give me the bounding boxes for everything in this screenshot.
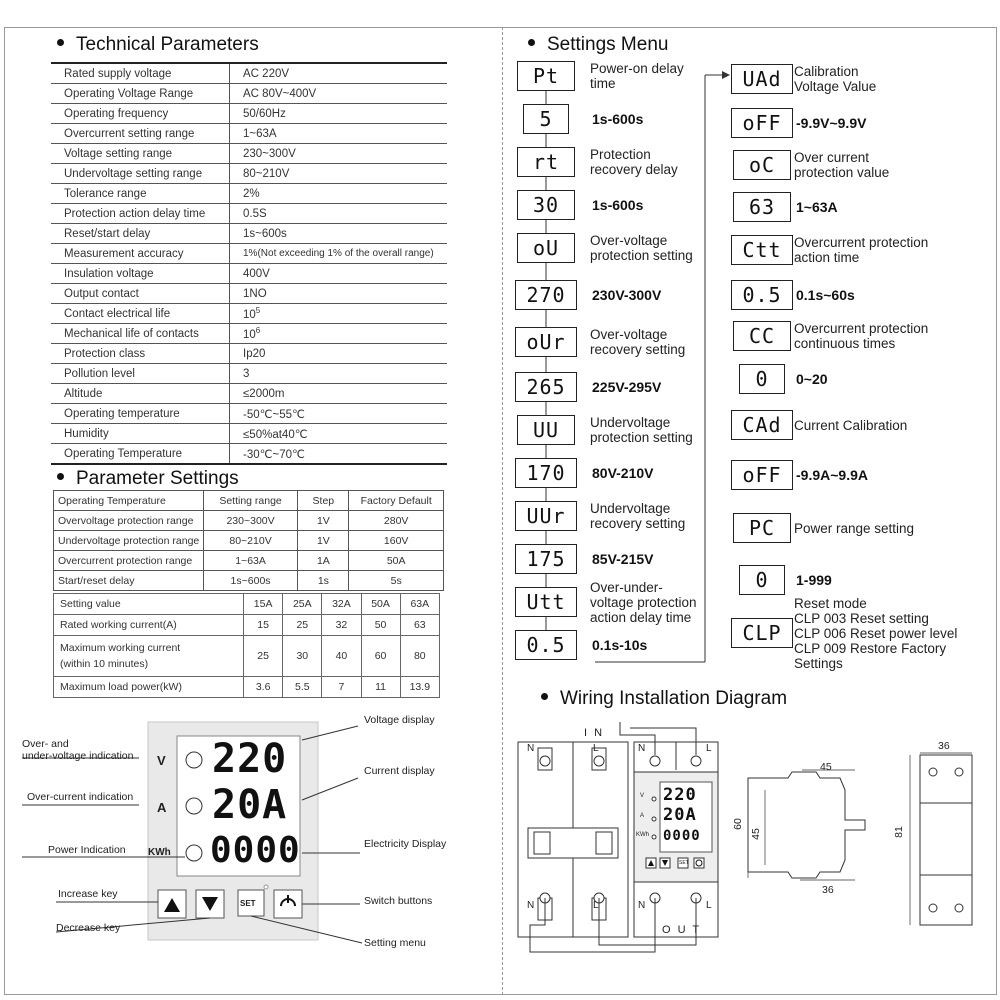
menu-label: Current Calibration <box>794 417 908 433</box>
bullet-icon <box>528 39 535 46</box>
menu-label: Calibration Voltage Value <box>794 64 877 94</box>
current-header-cell: 25A <box>283 594 322 615</box>
tech-value-text: 2% <box>243 187 260 200</box>
tech-value <box>230 364 448 384</box>
front-top <box>920 755 972 803</box>
callout-oc: Over-current indication <box>27 791 134 803</box>
tech-label: Altitude <box>51 384 230 404</box>
tech-value-text: ≤50%at40℃ <box>243 428 308 441</box>
protector-n-top: N <box>638 743 646 754</box>
current-cell <box>244 615 283 636</box>
tech-value-exponent: 6 <box>255 326 261 336</box>
menu-code-box: Ctt <box>731 235 793 265</box>
dim-60: 60 <box>731 818 744 830</box>
current-cell-text: 40 <box>335 650 348 662</box>
params-cell: 1~63A <box>203 551 298 571</box>
params-cell: 230~300V <box>203 511 298 531</box>
settings-menu-heading: Settings Menu <box>528 34 668 56</box>
menu-range-value: 230V-300V <box>592 287 662 303</box>
params-cell: 1A <box>298 551 349 571</box>
current-cell-text: 25 <box>296 619 309 631</box>
menu-label: Reset mode CLP 003 Reset setting CLP 006 Reset power level CLP 009 Restore Factory Settings <box>794 595 958 671</box>
dim-36-top: 36 <box>938 740 950 752</box>
tech-value-text: -50℃~55℃ <box>243 408 305 421</box>
current-cell <box>54 636 244 677</box>
menu-range-value: 1s-600s <box>592 197 644 213</box>
menu-label: Undervoltage protection setting <box>590 415 693 445</box>
current-cell-text: 3.6 <box>255 681 271 693</box>
a-letter: A <box>157 800 167 815</box>
callout-switch: Switch buttons <box>364 895 433 907</box>
screw-icon <box>929 768 937 776</box>
parameter-settings-table <box>53 490 444 591</box>
params-header-cell: Setting range <box>203 491 298 511</box>
technical-parameters-heading: Technical Parameters <box>57 34 259 56</box>
tech-value <box>230 324 448 344</box>
tech-value <box>230 404 448 424</box>
tech-value <box>230 264 448 284</box>
params-cell: Undervoltage protection range <box>54 531 204 551</box>
voltage-led-icon <box>186 752 202 768</box>
current-cell-text: 11 <box>375 681 387 693</box>
toggle-lever <box>596 832 612 854</box>
screw-icon <box>691 756 701 766</box>
breaker-n-top: N <box>527 743 535 754</box>
params-row <box>54 511 444 531</box>
tech-value <box>230 124 448 144</box>
bullet-icon <box>541 693 548 700</box>
tech-label: Operating temperature <box>51 404 230 424</box>
tech-row <box>51 184 447 204</box>
current-cell-text: 60 <box>374 650 387 662</box>
current-cell <box>361 677 400 698</box>
current-header-cell: 15A <box>244 594 283 615</box>
menu-range-value: 0.1s~60s <box>796 287 855 303</box>
menu-label: Over current protection value <box>794 150 890 180</box>
tech-value-text: -30℃~70℃ <box>243 448 305 461</box>
menu-label: Overcurrent protection action time <box>794 235 929 265</box>
menu-range-value: 1~63A <box>796 199 838 215</box>
screw-icon <box>955 904 963 912</box>
callout-power: Power Indication <box>48 844 126 856</box>
tech-value <box>230 104 448 124</box>
breaker-l-bottom: L <box>593 900 599 911</box>
screw-icon <box>540 756 550 766</box>
current-cell <box>244 636 283 677</box>
current-cell <box>244 677 283 698</box>
tech-value-text: 1%(Not exceeding 1% of the overall range) <box>243 248 434 259</box>
set-label: SET <box>240 899 256 908</box>
tech-row <box>51 284 447 304</box>
dim-36-bottom: 36 <box>822 884 834 896</box>
tech-value-text: 0.5S <box>243 207 267 220</box>
wiring-out-label: O U T <box>662 924 702 936</box>
bullet-icon <box>57 473 64 480</box>
current-header-cell: 50A <box>361 594 400 615</box>
current-cell-text: 30 <box>296 650 309 662</box>
tech-row <box>51 124 447 144</box>
current-cell-text: 15 <box>257 619 269 631</box>
tech-value <box>230 144 448 164</box>
switch-key[interactable] <box>274 890 302 918</box>
tech-row <box>51 424 447 444</box>
callout-current: Current display <box>364 765 435 777</box>
tech-label: Mechanical life of contacts <box>51 324 230 344</box>
menu-code-box: 63 <box>733 192 791 222</box>
menu-range-value: 80V-210V <box>592 465 654 481</box>
params-cell: Overcurrent protection range <box>54 551 204 571</box>
led-icon <box>652 835 656 839</box>
menu-range-value: 0~20 <box>796 371 828 387</box>
front-bottom <box>920 875 972 925</box>
menu-code-box: CLP <box>731 618 793 648</box>
tech-value <box>230 444 448 465</box>
params-row <box>54 531 444 551</box>
tech-row <box>51 144 447 164</box>
menu-range-value: 1s-600s <box>592 111 644 127</box>
tech-label: Operating Temperature <box>51 444 230 465</box>
params-row <box>54 571 444 591</box>
tech-row <box>51 384 447 404</box>
tech-row <box>51 224 447 244</box>
tech-row <box>51 344 447 364</box>
params-cell: 1s <box>298 571 349 591</box>
tech-row <box>51 104 447 124</box>
tech-row <box>51 444 447 465</box>
tech-row <box>51 84 447 104</box>
menu-label: Overcurrent protection continuous times <box>794 321 929 351</box>
params-cell: 1s~600s <box>203 571 298 591</box>
current-row <box>54 677 440 698</box>
tech-row <box>51 324 447 344</box>
tech-label: Protection class <box>51 344 230 364</box>
tech-label: Rated supply voltage <box>51 63 230 84</box>
tech-label: Operating frequency <box>51 104 230 124</box>
tech-label: Overcurrent setting range <box>51 124 230 144</box>
screw-icon <box>650 756 660 766</box>
parameter-settings-heading: Parameter Settings <box>57 468 239 490</box>
current-row <box>54 636 440 677</box>
current-cell-text: 25 <box>257 650 269 662</box>
params-cell: 80~210V <box>203 531 298 551</box>
protector-n-bottom: N <box>638 900 646 911</box>
menu-label: Over-voltage protection setting <box>590 233 693 263</box>
mini-lcd-energy: 0000 <box>663 828 701 844</box>
current-row <box>54 615 440 636</box>
tech-row <box>51 63 447 84</box>
menu-code-box: CC <box>733 321 791 351</box>
side-profile <box>748 772 865 878</box>
tech-value <box>230 224 448 244</box>
menu-code-box: UAd <box>731 64 793 94</box>
protector-l-top: L <box>706 743 712 754</box>
menu-code-box: 0 <box>739 565 785 595</box>
callout-inc: Increase key <box>58 888 118 900</box>
tech-value-text: 10 <box>243 308 256 321</box>
mini-lcd-current: 20A <box>663 805 697 825</box>
tech-value <box>230 384 448 404</box>
tech-value <box>230 164 448 184</box>
screw-icon <box>929 904 937 912</box>
params-header-cell: Operating Temperature <box>54 491 204 511</box>
mini-lcd-voltage: 220 <box>663 785 697 805</box>
menu-code-box: PC <box>733 513 791 543</box>
params-cell: 160V <box>349 531 444 551</box>
tech-row <box>51 244 447 264</box>
menu-code-box: 0 <box>739 364 785 394</box>
power-led-icon <box>186 845 202 861</box>
panel-voltage-lcd: 220 <box>212 736 288 782</box>
menu-code-box: Pt <box>517 61 575 91</box>
mini-v-letter: V <box>640 793 645 799</box>
tech-row <box>51 404 447 424</box>
tech-row <box>51 204 447 224</box>
current-cell-text: 5.5 <box>294 681 310 693</box>
tech-value-text: 400V <box>243 267 270 280</box>
tech-label: Voltage setting range <box>51 144 230 164</box>
menu-code-box: 5 <box>523 104 569 134</box>
menu-code-box: UU <box>517 415 575 445</box>
current-header-cell: 32A <box>322 594 361 615</box>
tech-label: Protection action delay time <box>51 204 230 224</box>
tech-value-text: AC 220V <box>243 67 290 80</box>
menu-range-value: 0.1s-10s <box>592 637 648 653</box>
params-cell: Start/reset delay <box>54 571 204 591</box>
tech-value-text: 10 <box>243 328 256 341</box>
tech-value <box>230 304 448 324</box>
menu-label: Protection recovery delay <box>590 147 678 177</box>
current-rating-table <box>53 593 440 698</box>
tech-value-exponent: 5 <box>255 306 261 316</box>
protector-l-bottom: L <box>706 900 712 911</box>
tech-label: Output contact <box>51 284 230 304</box>
dim-45-top: 45 <box>820 761 832 773</box>
menu-code-box: 265 <box>515 372 577 402</box>
menu-code-box: 270 <box>515 280 577 310</box>
current-header-cell: Setting value <box>54 594 244 615</box>
menu-label: Over-voltage recovery setting <box>590 327 686 357</box>
bullet-icon <box>57 39 64 46</box>
params-cell: 280V <box>349 511 444 531</box>
params-header-cell: Factory Default <box>349 491 444 511</box>
tech-value <box>230 344 448 364</box>
indicator-dot <box>264 885 268 889</box>
tech-value-text: 230~300V <box>243 147 296 160</box>
menu-range-value: 1-999 <box>796 572 832 588</box>
tech-value-text: 1~63A <box>243 127 277 140</box>
current-cell <box>322 636 361 677</box>
tech-label: Reset/start delay <box>51 224 230 244</box>
current-cell <box>54 615 244 636</box>
mini-a-letter: A <box>640 813 645 819</box>
current-cell <box>361 636 400 677</box>
tech-value-text: AC 80V~400V <box>243 87 317 100</box>
current-header-row <box>54 594 440 615</box>
kwh-letter: KWh <box>148 847 171 858</box>
tech-value-text: 1NO <box>243 287 267 300</box>
tech-value <box>230 184 448 204</box>
flow-arrow-icon <box>722 71 730 79</box>
current-cell <box>283 615 322 636</box>
tech-label: Operating Voltage Range <box>51 84 230 104</box>
toggle-lever <box>534 832 550 854</box>
current-cell <box>283 636 322 677</box>
dim-81: 81 <box>892 826 905 838</box>
breaker-l-top: L <box>593 743 599 754</box>
menu-code-box: 175 <box>515 544 577 574</box>
v-letter: V <box>157 753 166 768</box>
params-row <box>54 551 444 571</box>
tech-label: Insulation voltage <box>51 264 230 284</box>
screw-icon <box>594 756 604 766</box>
menu-code-box: rt <box>517 147 575 177</box>
tech-value-text: 1s~600s <box>243 227 287 240</box>
current-cell-text: Maximum working current <box>60 642 181 654</box>
params-cell: 1V <box>298 511 349 531</box>
panel-current-lcd: 20A <box>212 782 288 828</box>
menu-code-box: oU <box>517 233 575 263</box>
wiring-diagram <box>510 720 980 970</box>
menu-code-box: 170 <box>515 458 577 488</box>
menu-code-box: oC <box>733 150 791 180</box>
tech-value-text: 3 <box>243 367 250 380</box>
led-icon <box>652 817 656 821</box>
current-cell-text: Maximum load power(kW) <box>60 681 182 693</box>
current-cell <box>283 677 322 698</box>
mini-set-label: SET <box>679 860 689 866</box>
menu-range-value: -9.9A~9.9A <box>796 467 868 483</box>
menu-code-box: CAd <box>731 410 793 440</box>
current-cell <box>322 677 361 698</box>
current-cell-text: 13.9 <box>409 681 431 693</box>
menu-range-value: 85V-215V <box>592 551 654 567</box>
tech-value <box>230 84 448 104</box>
current-cell-text: 32 <box>335 619 348 631</box>
current-cell <box>400 615 439 636</box>
current-cell <box>400 677 439 698</box>
breaker-n-bottom: N <box>527 900 535 911</box>
current-cell-text: 7 <box>338 681 345 693</box>
tech-label: Measurement accuracy <box>51 244 230 264</box>
menu-range-value: -9.9V~9.9V <box>796 115 867 131</box>
led-icon <box>652 797 656 801</box>
tech-label: Pollution level <box>51 364 230 384</box>
tech-row <box>51 264 447 284</box>
technical-parameters-table <box>51 62 447 465</box>
tech-row <box>51 164 447 184</box>
params-cell: 5s <box>349 571 444 591</box>
tech-value <box>230 244 448 264</box>
menu-range-value: 225V-295V <box>592 379 662 395</box>
params-cell: Overvoltage protection range <box>54 511 204 531</box>
menu-code-box: 0.5 <box>731 280 793 310</box>
menu-code-box: 0.5 <box>515 630 577 660</box>
current-cell-text: 50 <box>374 619 387 631</box>
tech-label: Undervoltage setting range <box>51 164 230 184</box>
current-cell <box>54 677 244 698</box>
tech-label: Contact electrical life <box>51 304 230 324</box>
params-cell: 1V <box>298 531 349 551</box>
callout-menu: Setting menu <box>364 937 426 949</box>
current-header-cell: 63A <box>400 594 439 615</box>
tech-value-text: 80~210V <box>243 167 290 180</box>
screw-icon <box>955 768 963 776</box>
callout-ov-uv: Over- and under-voltage indication <box>22 738 134 762</box>
menu-label: Over-under- voltage protection action delay time <box>590 579 697 625</box>
current-cell <box>322 615 361 636</box>
params-header-cell: Step <box>298 491 349 511</box>
tech-row <box>51 364 447 384</box>
mini-kwh-letter: KWh <box>636 832 650 838</box>
tech-label: Tolerance range <box>51 184 230 204</box>
menu-code-box: oUr <box>515 327 577 357</box>
tech-value-text: ≤2000m <box>243 387 285 400</box>
current-cell-text: 63 <box>413 619 426 631</box>
tech-value <box>230 204 448 224</box>
callout-dec: Decrease key <box>56 922 121 934</box>
tech-value-text: 50/60Hz <box>243 107 286 120</box>
current-led-icon <box>186 798 202 814</box>
menu-label: Power-on delay time <box>590 61 684 91</box>
params-header-row <box>54 491 444 511</box>
tech-value <box>230 284 448 304</box>
panel-energy-lcd: 0000 <box>210 830 301 871</box>
tech-value-text: Ip20 <box>243 347 266 360</box>
menu-code-box: 30 <box>517 190 575 220</box>
wiring-in-label: I N <box>584 727 605 739</box>
tech-value <box>230 424 448 444</box>
dim-45-side: 45 <box>749 828 762 840</box>
tech-label: Humidity <box>51 424 230 444</box>
current-cell-text: 80 <box>413 650 426 662</box>
tech-value <box>230 63 448 84</box>
current-cell-sub: (within 10 minutes) <box>60 658 149 670</box>
current-cell-text: Rated working current(A) <box>60 619 177 631</box>
menu-code-box: oFF <box>731 108 793 138</box>
column-divider <box>502 27 503 995</box>
menu-label: Power range setting <box>794 520 915 536</box>
current-cell <box>400 636 439 677</box>
menu-code-box: UUr <box>515 501 577 531</box>
callout-elec: Electricity Display <box>364 838 447 850</box>
menu-code-box: Utt <box>515 587 577 617</box>
tech-row <box>51 304 447 324</box>
wiring-heading: Wiring Installation Diagram <box>541 688 787 710</box>
current-cell <box>361 615 400 636</box>
params-cell: 50A <box>349 551 444 571</box>
menu-code-box: oFF <box>731 460 793 490</box>
callout-voltage: Voltage display <box>364 714 435 726</box>
menu-label: Undervoltage recovery setting <box>590 501 686 531</box>
